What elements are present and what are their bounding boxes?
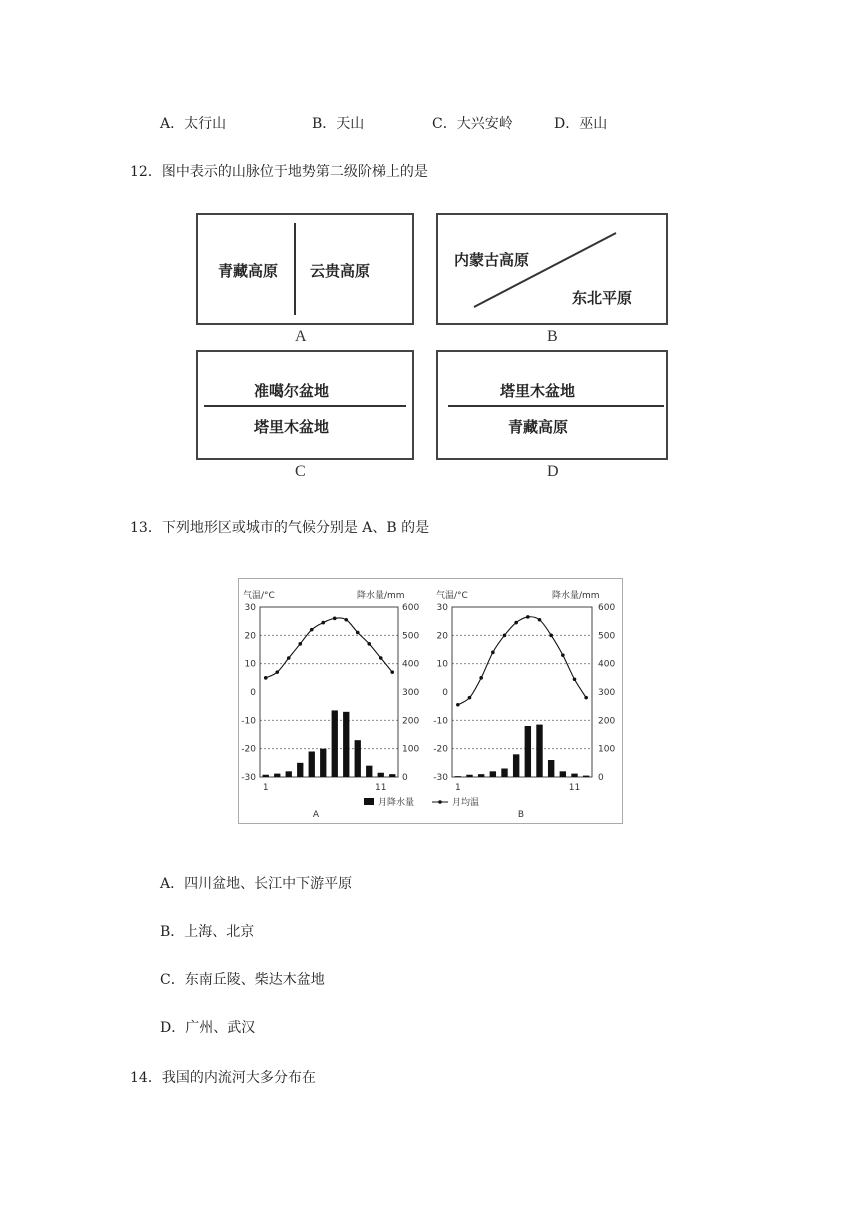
diagram-d-label-bottom: 青藏高原 <box>508 418 569 436</box>
chart-a-temp-tick: -30 <box>241 773 256 783</box>
q11-option-d: D．巫山 <box>554 116 608 132</box>
chart-b-temp-tick: 0 <box>442 688 448 698</box>
q13-option-a: A．四川盆地、长江中下游平原 <box>160 876 353 892</box>
chart-a-panel-letter: A <box>312 810 320 820</box>
chart-a-temp-tick: -10 <box>241 716 256 727</box>
legend-temp-label: 月均温 <box>452 798 480 808</box>
diagram-b <box>436 213 668 325</box>
chart-b-precip-tick: 300 <box>598 688 616 698</box>
chart-b-xtick-1: 1 <box>454 783 461 793</box>
diagram-c-letter: C <box>295 463 306 480</box>
chart-a-precip-tick: 100 <box>402 744 420 755</box>
chart-b-panel-letter: B <box>517 810 525 820</box>
chart-b-precip-tick: 0 <box>598 773 604 783</box>
chart-a-ylabel-left: 气温/°C <box>243 591 275 601</box>
chart-b-temp-tick: -10 <box>433 716 448 727</box>
chart-b-temp-tick: -30 <box>433 773 448 783</box>
diagram-d <box>436 350 668 460</box>
chart-a-precip-tick: 600 <box>402 603 420 613</box>
q14-stem: 14．我国的内流河大多分布在 <box>130 1070 316 1086</box>
diagram-b-label-bottom: 东北平原 <box>572 289 633 307</box>
q13-option-c: C．东南丘陵、柴达木盆地 <box>160 972 325 988</box>
diagram-d-letter: D <box>547 463 559 480</box>
chart-a-ylabel-right: 降水量/mm <box>357 591 405 601</box>
diagram-a-letter: A <box>295 328 307 345</box>
q11-option-b: B．天山 <box>312 116 365 132</box>
diagram-c-divider <box>204 405 406 407</box>
chart-a-precip-tick: 200 <box>402 716 420 727</box>
chart-b-precip-tick: 600 <box>598 603 616 613</box>
q13-option-b: B．上海、北京 <box>160 924 255 940</box>
climate-chart-frame <box>238 578 623 824</box>
chart-a-xtick-11: 11 <box>375 783 387 793</box>
q11-option-c: C．大兴安岭 <box>432 116 513 132</box>
chart-b-precip-tick: 400 <box>598 659 616 670</box>
q13-option-d: D．广州、武汉 <box>160 1020 256 1036</box>
legend-precip-label: 月降水量 <box>378 798 415 808</box>
chart-a-precip-tick: 300 <box>402 688 420 698</box>
chart-b-precip-tick: 100 <box>598 744 616 755</box>
chart-b-temp-tick: -20 <box>433 744 448 755</box>
chart-a-temp-tick: -20 <box>241 744 256 755</box>
chart-b-temp-tick: 10 <box>436 659 448 670</box>
chart-b-ylabel-left: 气温/°C <box>436 591 468 601</box>
chart-a-xtick-1: 1 <box>262 783 269 793</box>
chart-b-ylabel-right: 降水量/mm <box>552 591 600 601</box>
diagram-a-label-left: 青藏高原 <box>218 262 279 280</box>
diagram-c <box>196 350 414 460</box>
diagram-b-label-top: 内蒙古高原 <box>454 251 530 269</box>
diagram-d-divider <box>448 405 664 407</box>
chart-a-precip-tick: 400 <box>402 659 420 670</box>
chart-b-precip-tick: 200 <box>598 716 616 727</box>
q13-stem: 13．下列地形区或城市的气候分别是 A、B 的是 <box>130 520 430 536</box>
q11-option-a: A．太行山 <box>160 116 227 132</box>
diagram-b-letter: B <box>547 328 558 345</box>
chart-a-precip-tick: 500 <box>402 631 420 642</box>
chart-a-temp-tick: 0 <box>250 688 256 698</box>
chart-a-precip-tick: 0 <box>402 773 408 783</box>
chart-a-temp-tick: 20 <box>244 631 256 642</box>
chart-b-precip-tick: 500 <box>598 631 616 642</box>
chart-b-temp-tick: 30 <box>436 603 448 613</box>
diagram-a-label-right: 云贵高原 <box>310 262 371 280</box>
chart-b-temp-tick: 20 <box>436 631 448 642</box>
diagram-a <box>196 213 414 325</box>
diagram-c-label-bottom: 塔里木盆地 <box>254 418 330 436</box>
diagram-d-label-top: 塔里木盆地 <box>500 382 576 400</box>
chart-a-temp-tick: 10 <box>244 659 256 670</box>
chart-a-temp-tick: 30 <box>244 603 256 613</box>
chart-b-xtick-11: 11 <box>568 783 581 793</box>
diagram-a-divider <box>294 223 296 315</box>
q12-stem: 12．图中表示的山脉位于地势第二级阶梯上的是 <box>130 164 428 180</box>
diagram-c-label-top: 准噶尔盆地 <box>254 382 330 400</box>
